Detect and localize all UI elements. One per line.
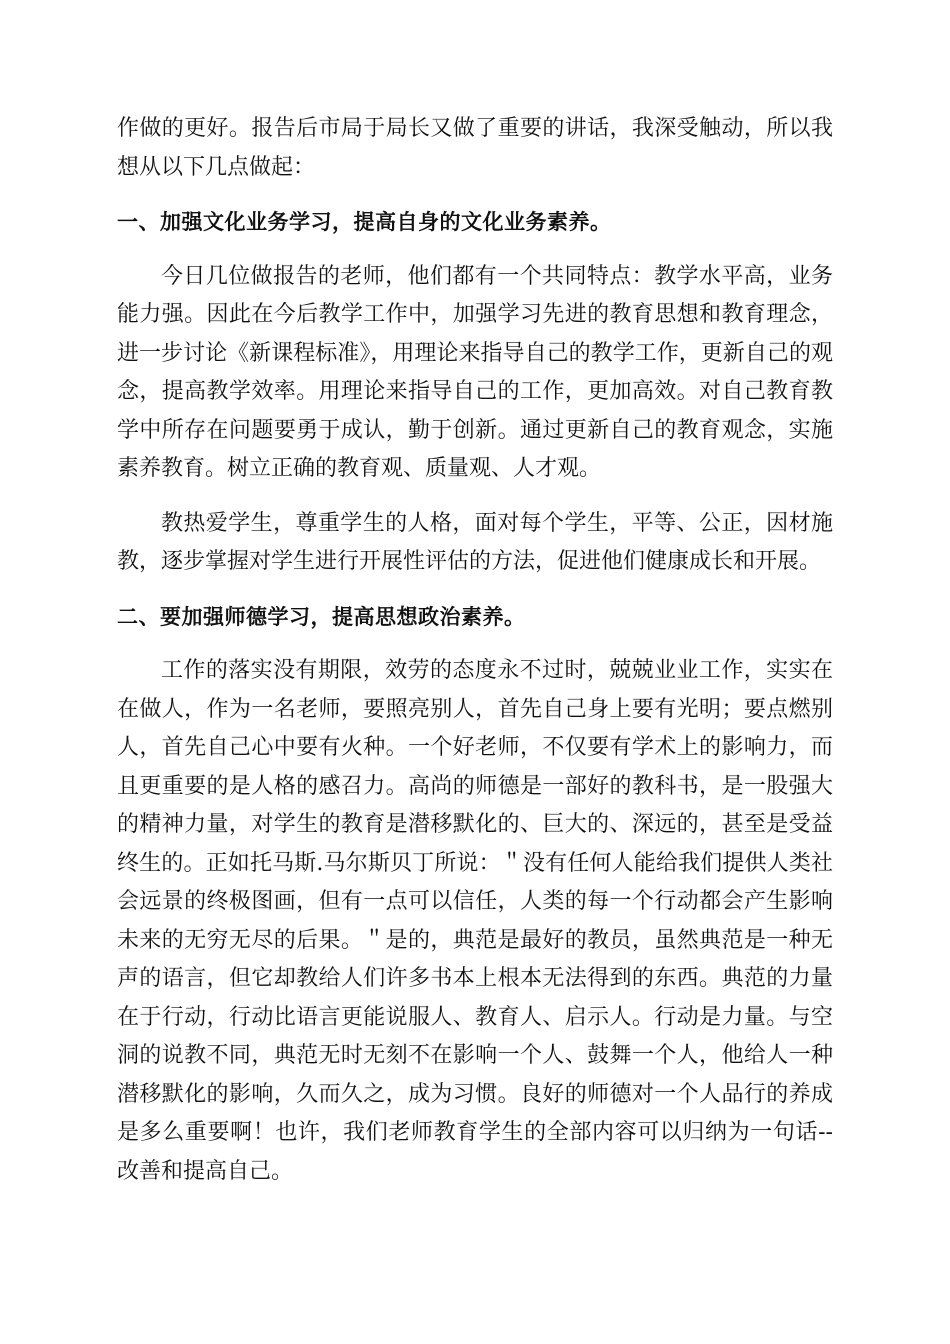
document-body: [117, 110, 833, 1191]
paragraph-section1-b: 教热爱学生，尊重学生的人格，面对每个学生，平等、公正，因材施教，逐步掌握对学生进行开展性评估的方法，促进他们健康成长和开展。: [117, 510, 833, 574]
section-heading-2: 二、要加强师德学习，提高思想政治素养。: [117, 604, 526, 629]
section-heading-1: 一、加强文化业务学习，提高自身的文化业务素养。: [117, 210, 612, 234]
paragraph-section2-a: 工作的落实没有期限，效劳的态度永不过时，兢兢业业工作，实实在在做人，作为一名老师，要照亮别人，首先自己身上要有光明；要点燃别人，首先自己心中要有火种。一个好老师，不仅要有学术上的影响力，而且更重要的是人格的感召力。高尚的师德是一部好的教科书，是一股强大的精神力量，对学生的教育是潜移默化的、巨大的、深远的，甚至是受益终生的。正如托马斯.马尔斯贝丁所说：＂没有任何人能给我们提供人类社会远景的终极图画，但有一点可以信任，人类的每一个行动都会产生影响未来的无穷无尽的后果。＂是的，典范是最好的教员，虽然典范是一种无声的语言，但它却教给人们许多书本上根本无法得到的东西。典范的力量在于行动，行动比语言更能说服人、教育人、启示人。行动是力量。与空洞的说教不同，典范无时无刻不在影响一个人、鼓舞一个人，他给人一种潜移默化的影响，久而久之，成为习惯。良好的师德对一个人品行的养成是多么重要啊！也许，我们老师教育学生的全部内容可以归纳为一句话--改善和提高自己。: [117, 658, 833, 1184]
paragraph-section1-a: 今日几位做报告的老师，他们都有一个共同特点：教学水平高，业务能力强。因此在今后教学工作中，加强学习先进的教育思想和教育理念，进一步讨论《新课程标准》，用理论来指导自己的教学工作，更新自己的观念，提高教学效率。用理论来指导自己的工作，更加高效。对自己教育教学中所存在问题要勇于成认，勤于创新。通过更新自己的教育观念，实施素养教育。树立正确的教育观、质量观、人才观。: [117, 263, 833, 481]
paragraph-intro-continuation: 作做的更好。报告后市局于局长又做了重要的讲话，我深受触动，所以我想从以下几点做起：: [117, 116, 833, 180]
